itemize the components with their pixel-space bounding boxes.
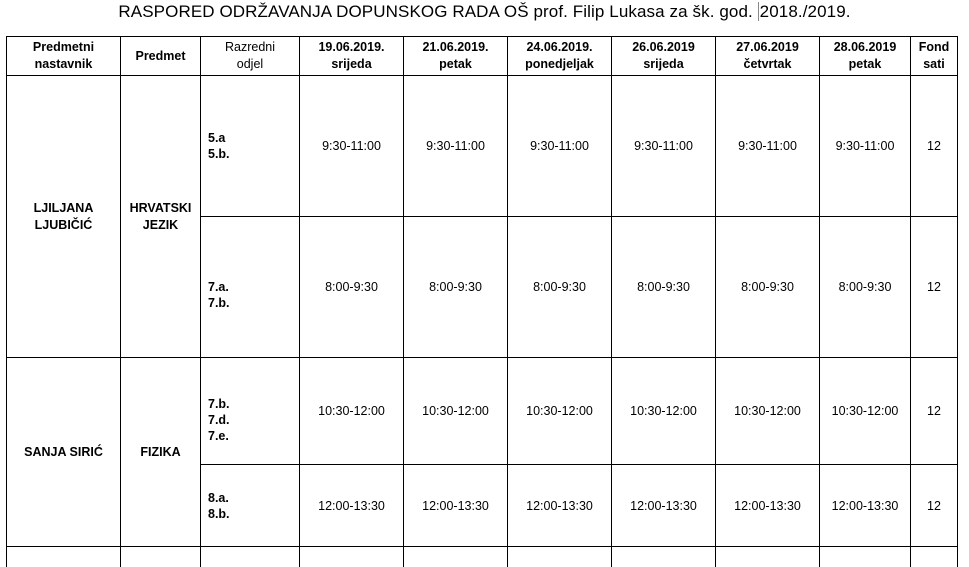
time-cell: 10:30-12:00 (404, 358, 508, 465)
title-main: RASPORED ODRŽAVANJA DOPUNSKOG RADA OŠ prof. Filip Lukasa za šk. god. (118, 2, 757, 21)
time-cell: 9:30-11:00 (404, 76, 508, 217)
header-date-5: 27.06.2019 četvrtak (716, 37, 820, 76)
time-cell: 8:00-9:30 (508, 217, 612, 358)
class-cell: 7.a. 7.b. (201, 217, 300, 358)
empty-cell (820, 547, 911, 567)
time-cell: 8:00-9:30 (404, 217, 508, 358)
schedule-table (6, 36, 958, 567)
title-year: 2018./2019. (758, 2, 851, 21)
time-cell: 12:00-13:30 (612, 465, 716, 547)
empty-cell (201, 547, 300, 567)
fond-cell: 12 (911, 217, 958, 358)
table-row (7, 76, 958, 217)
empty-cell (911, 547, 958, 567)
table-row (7, 358, 958, 465)
empty-cell (716, 547, 820, 567)
header-date-3: 24.06.2019. ponedjeljak (508, 37, 612, 76)
table-row-continued (7, 547, 958, 567)
time-cell: 12:00-13:30 (404, 465, 508, 547)
empty-cell (7, 547, 121, 567)
time-cell: 9:30-11:00 (508, 76, 612, 217)
time-cell: 9:30-11:00 (820, 76, 911, 217)
class-cell: 5.a 5.b. (201, 76, 300, 217)
header-class: Razredni odjel (201, 37, 300, 76)
header-date-1: 19.06.2019. srijeda (300, 37, 404, 76)
header-fond: Fond sati (911, 37, 958, 76)
document-title (0, 2, 969, 22)
time-cell: 8:00-9:30 (612, 217, 716, 358)
header-row (7, 37, 958, 76)
teacher-cell: SANJA SIRIĆ (7, 358, 121, 547)
time-cell: 10:30-12:00 (612, 358, 716, 465)
time-cell: 8:00-9:30 (820, 217, 911, 358)
time-cell: 12:00-13:30 (716, 465, 820, 547)
time-cell: 9:30-11:00 (612, 76, 716, 217)
empty-cell (612, 547, 716, 567)
header-subject: Predmet (121, 37, 201, 76)
empty-cell (404, 547, 508, 567)
time-cell: 10:30-12:00 (508, 358, 612, 465)
fond-cell: 12 (911, 76, 958, 217)
teacher-cell: LJILJANA LJUBIČIĆ (7, 76, 121, 358)
subject-cell: HRVATSKI JEZIK (121, 76, 201, 358)
class-cell: 8.a. 8.b. (201, 465, 300, 547)
empty-cell (121, 547, 201, 567)
header-date-4: 26.06.2019 srijeda (612, 37, 716, 76)
time-cell: 12:00-13:30 (300, 465, 404, 547)
class-cell: 7.b. 7.d. 7.e. (201, 358, 300, 465)
time-cell: 8:00-9:30 (300, 217, 404, 358)
fond-cell: 12 (911, 358, 958, 465)
empty-cell (300, 547, 404, 567)
header-teacher: Predmetni nastavnik (7, 37, 121, 76)
time-cell: 10:30-12:00 (300, 358, 404, 465)
time-cell: 10:30-12:00 (820, 358, 911, 465)
time-cell: 12:00-13:30 (820, 465, 911, 547)
time-cell: 8:00-9:30 (716, 217, 820, 358)
time-cell: 9:30-11:00 (300, 76, 404, 217)
empty-cell (508, 547, 612, 567)
header-date-6: 28.06.2019 petak (820, 37, 911, 76)
subject-cell: FIZIKA (121, 358, 201, 547)
time-cell: 10:30-12:00 (716, 358, 820, 465)
fond-cell: 12 (911, 465, 958, 547)
header-date-2: 21.06.2019. petak (404, 37, 508, 76)
time-cell: 9:30-11:00 (716, 76, 820, 217)
time-cell: 12:00-13:30 (508, 465, 612, 547)
